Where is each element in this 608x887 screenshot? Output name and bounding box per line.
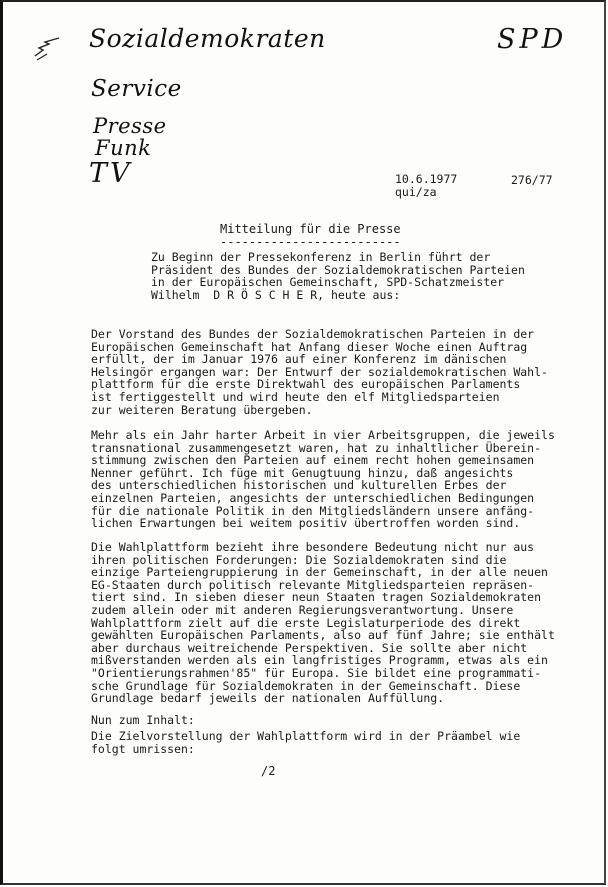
handwritten-sozialdemokraten: Sozialdemokraten [89,24,326,53]
body-paragraph-1: Der Vorstand des Bundes der Sozialdemokratischen Parteien in der Europäischen Gemeinschaft hat Anfang dieser Woche einen Auftrag erfüllt, der im Januar 1976 auf einer Konferenz im dänischen Helsingör ergangen war: Der Entwurf der sozialdemokratischen Wahl- plattform für die erste Direktwahl des europäischen Parlaments ist fertiggestellt und wird heute den elf Mitgliedsparteien zur weiteren Beratung übergeben. [91,327,548,417]
page-continuation-marker: /2 [261,764,276,778]
header-date-block [395,173,457,199]
handwritten-service: Service [91,76,182,102]
handwritten-spd: SPD [497,24,568,55]
header-number: 276/77 [511,173,553,187]
handwritten-tv: TV [89,158,133,189]
press-release-title: Mitteilung für die Presse [220,222,401,236]
body-paragraph-5: Die Zielvorstellung der Wahlplattform wird in der Präambel wie folgt umrissen: [91,729,521,756]
pen-scribble-mark [33,36,63,62]
intro-paragraph: Zu Beginn der Pressekonferenz in Berlin führt der Präsident des Bundes der Sozialdemokratischen Parteien in der Europäischen Gemeinschaft, SPD-Schatzmeister Wilhelm D R Ö S C H E R, heute aus: [151,250,525,302]
body-paragraph-2: Mehr als ein Jahr harter Arbeit in vier Arbeitsgruppen, die jeweils transnational zusammengesetzt waren, hat zu inhaltlicher Überein- stimmung zwischen den Parteien auf einem recht hohen gemeinsamen Nenner geführt. Ich füge mit Genugtuung hinzu, daß angesichts des unterschiedlichen historischen und kulturellen Erbes der einzelnen Parteien, angesichts der unterschiedlichen Bedingungen für die nationale Politik in den Mitgliedsländern unsere anfäng- lichen Erwartungen bei weitem positiv übertroffen worden sind. [91,428,555,531]
handwritten-presse: Presse [93,114,167,138]
header-date: 10.6.1977 [395,172,458,186]
handwritten-funk: Funk [95,136,152,160]
body-paragraph-4: Nun zum Inhalt: [91,713,195,727]
title-underline: ------------------------- [220,235,401,249]
header-ref: qui/za [395,185,437,199]
body-paragraph-3: Die Wahlplattform bezieht ihre besondere Bedeutung nicht nur aus ihren politischen Forderungen: Die Sozialdemokraten sind die einzige Parteiengruppierung in der Gemeinschaft, in der alle neuen EG-Staaten durch politisch relevante Mitgliedsparteien repräsen- tiert sind. In sieben dieser neun Staaten tragen Sozialdemokraten zudem allein oder mit anderen Regierungsverantwortung. Unsere Wahlplattform zielt auf die erste Legislaturperiode des direkt gewählten Europäischen Parlaments, also auf fünf Jahre; sie enthält aber durchaus weitreichende Perspektiven. Sie sollte aber nicht mißverstanden werden als ein langfristiges Programm, etwas als ein "Orientierungsrahmen'85" für Europa. Sie bildet eine programmati- sche Grundlage für Sozialdemokraten in der Gemeinschaft. Diese Grundlage bedarf jeweils der nationalen Auffüllung. [91,540,555,706]
